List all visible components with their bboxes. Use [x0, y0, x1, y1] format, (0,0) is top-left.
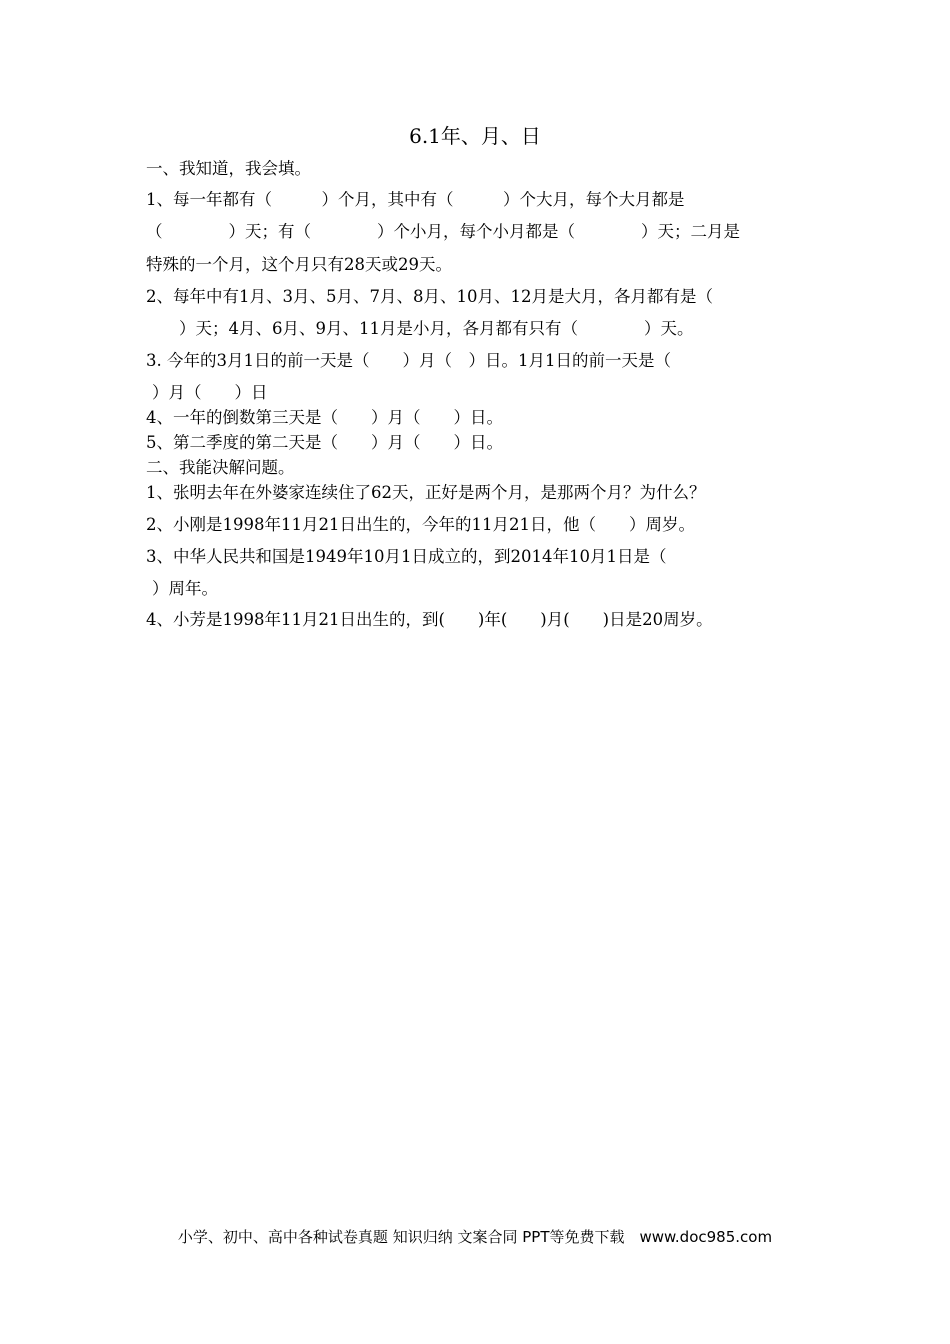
question-line: ）天；4月、6月、9月、11月是小月，各月都有只有（ ）天。: [146, 319, 694, 338]
problem-line: ）周年。: [152, 579, 218, 598]
question-line: （ ）天；有（ ）个小月，每个小月都是（ ）天；二月是: [146, 222, 740, 241]
question-line: 1、每一年都有（ ）个月，其中有（ ）个大月，每个大月都是: [146, 190, 685, 209]
problem-line: 2、小刚是1998年11月21日出生的，今年的11月21日，他（ ）周岁。: [146, 515, 695, 534]
problem-line: 4、小芳是1998年11月21日出生的，到( )年( )月( )日是20周岁。: [146, 610, 713, 629]
footer-text: 小学、初中、高中各种试卷真题 知识归纳 文案合同 PPT等免费下载 www.doc985.com: [177, 1228, 773, 1246]
problem-line: 3、中华人民共和国是1949年10月1日成立的，到2014年10月1日是（: [146, 547, 667, 566]
question-line: 4、一年的倒数第三天是（ ）月（ ）日。: [146, 408, 503, 427]
page-title: 6.1年、月、日: [409, 124, 541, 148]
question-line: 2、每年中有1月、3月、5月、7月、8月、10月、12月是大月，各月都有是（: [146, 287, 713, 306]
section-heading-fill-in: 一、我知道，我会填。: [146, 159, 311, 178]
question-line: 特殊的一个月，这个月只有28天或29天。: [146, 255, 452, 274]
problem-line: 1、张明去年在外婆家连续住了62天，正好是两个月，是那两个月？为什么？: [146, 483, 706, 502]
question-line: 3. 今年的3月1日的前一天是（ ）月（ ）日。1月1日的前一天是（: [146, 351, 671, 370]
question-line: ）月（ ）日: [152, 383, 268, 402]
section-heading-problems: 二、我能决解问题。: [146, 458, 295, 477]
question-line: 5、第二季度的第二天是（ ）月（ ）日。: [146, 433, 503, 452]
